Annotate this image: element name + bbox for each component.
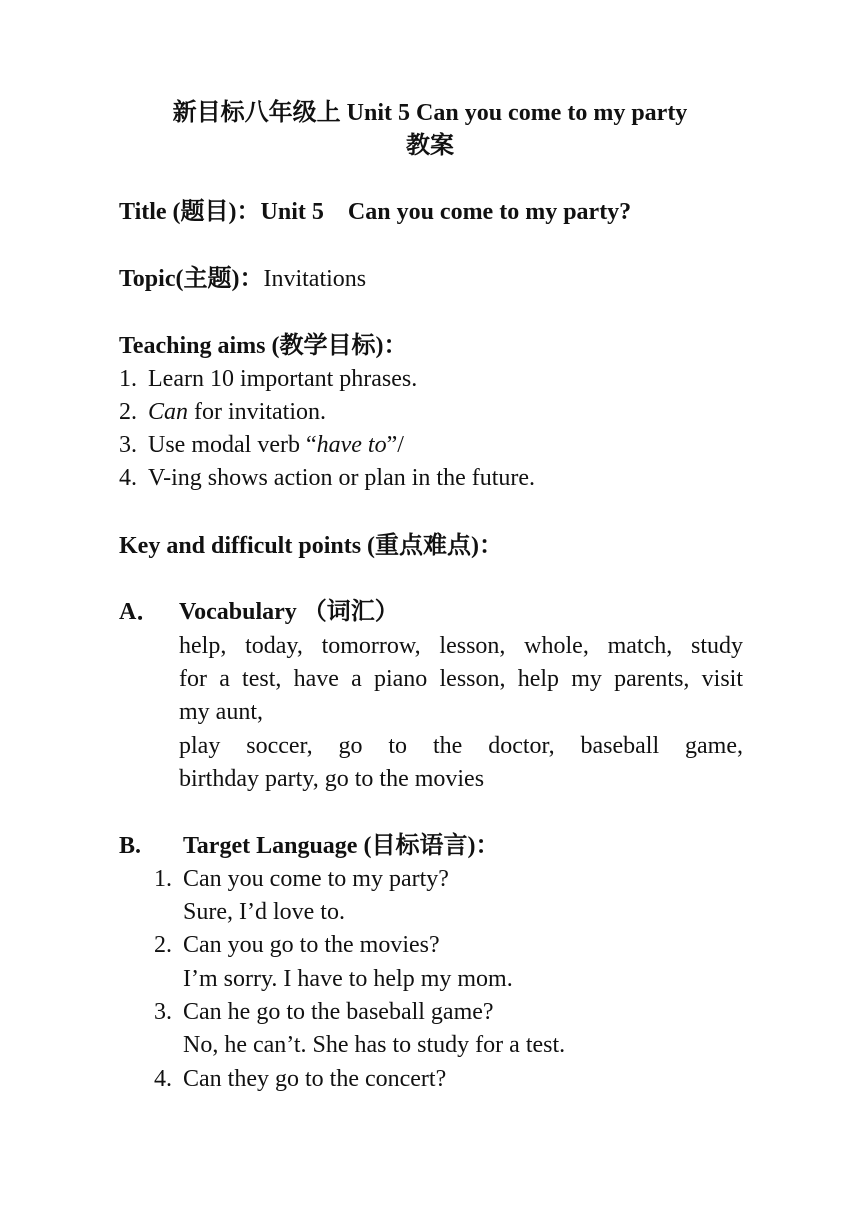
target-question: Can they go to the concert? [183,1066,447,1092]
doc-title-line-1: 新目标八年级上 Unit 5 Can you come to my party [172,100,688,126]
target-question: Can you come to my party? [183,866,449,892]
target-number: 4. [154,1066,172,1092]
target-question: Can he go to the baseball game? [183,999,494,1025]
topic-row [119,263,366,296]
aim-text: Learn 10 important phrases. [148,366,418,392]
topic-label: Topic(主题)： [119,266,264,292]
topic-value: Invitations [263,266,367,292]
aim-text: V-ing shows action or plan in the future. [148,465,536,491]
aim-text-end: ”/ [386,432,404,458]
target-answer: No, he can’t. She has to study for a test. [183,1032,566,1058]
vocab-line: play soccer, go to the doctor, baseball game, [179,733,743,759]
aim-emphasis: have to [316,432,387,458]
aim-item [119,462,536,495]
doc-title-line-2: 教案 [406,133,454,159]
key-points-heading: Key and difficult points (重点难点)： [119,533,504,559]
target-answer: Sure, I’d love to. [183,899,345,925]
aims-heading: Teaching aims (教学目标)： [119,333,408,359]
aim-number: 4. [119,465,137,491]
aim-number: 3. [119,432,137,458]
title-label: Title (题目)： [119,199,261,225]
vocab-line: my aunt, [179,699,263,725]
aim-number: 2. [119,399,137,425]
section-a-heading: Vocabulary （词汇） [179,599,399,625]
aim-item [119,396,326,429]
aim-text: Use modal verb “ [148,432,317,458]
vocab-line: birthday party, go to the movies [179,766,485,792]
title-value: Unit 5 Can you come to my party? [260,199,632,225]
section-a-letter: A． [119,599,161,625]
aim-number: 1. [119,366,137,392]
aim-item [119,429,404,462]
vocab-line: for a test, have a piano lesson, help my parents, visit [179,666,743,692]
section-b-heading: Target Language (目标语言)： [183,833,500,859]
target-question: Can you go to the movies? [183,932,440,958]
title-row [119,196,631,229]
aim-item [119,363,418,396]
aim-text: for invitation. [188,399,326,425]
target-number: 3. [154,999,172,1025]
target-answer: I’m sorry. I have to help my mom. [183,966,513,992]
vocab-line: help, today, tomorrow, lesson, whole, match, study [179,633,743,659]
target-number: 1. [154,866,172,892]
target-number: 2. [154,932,172,958]
section-b-letter: B. [119,833,142,859]
aim-emphasis: Can [148,399,189,425]
